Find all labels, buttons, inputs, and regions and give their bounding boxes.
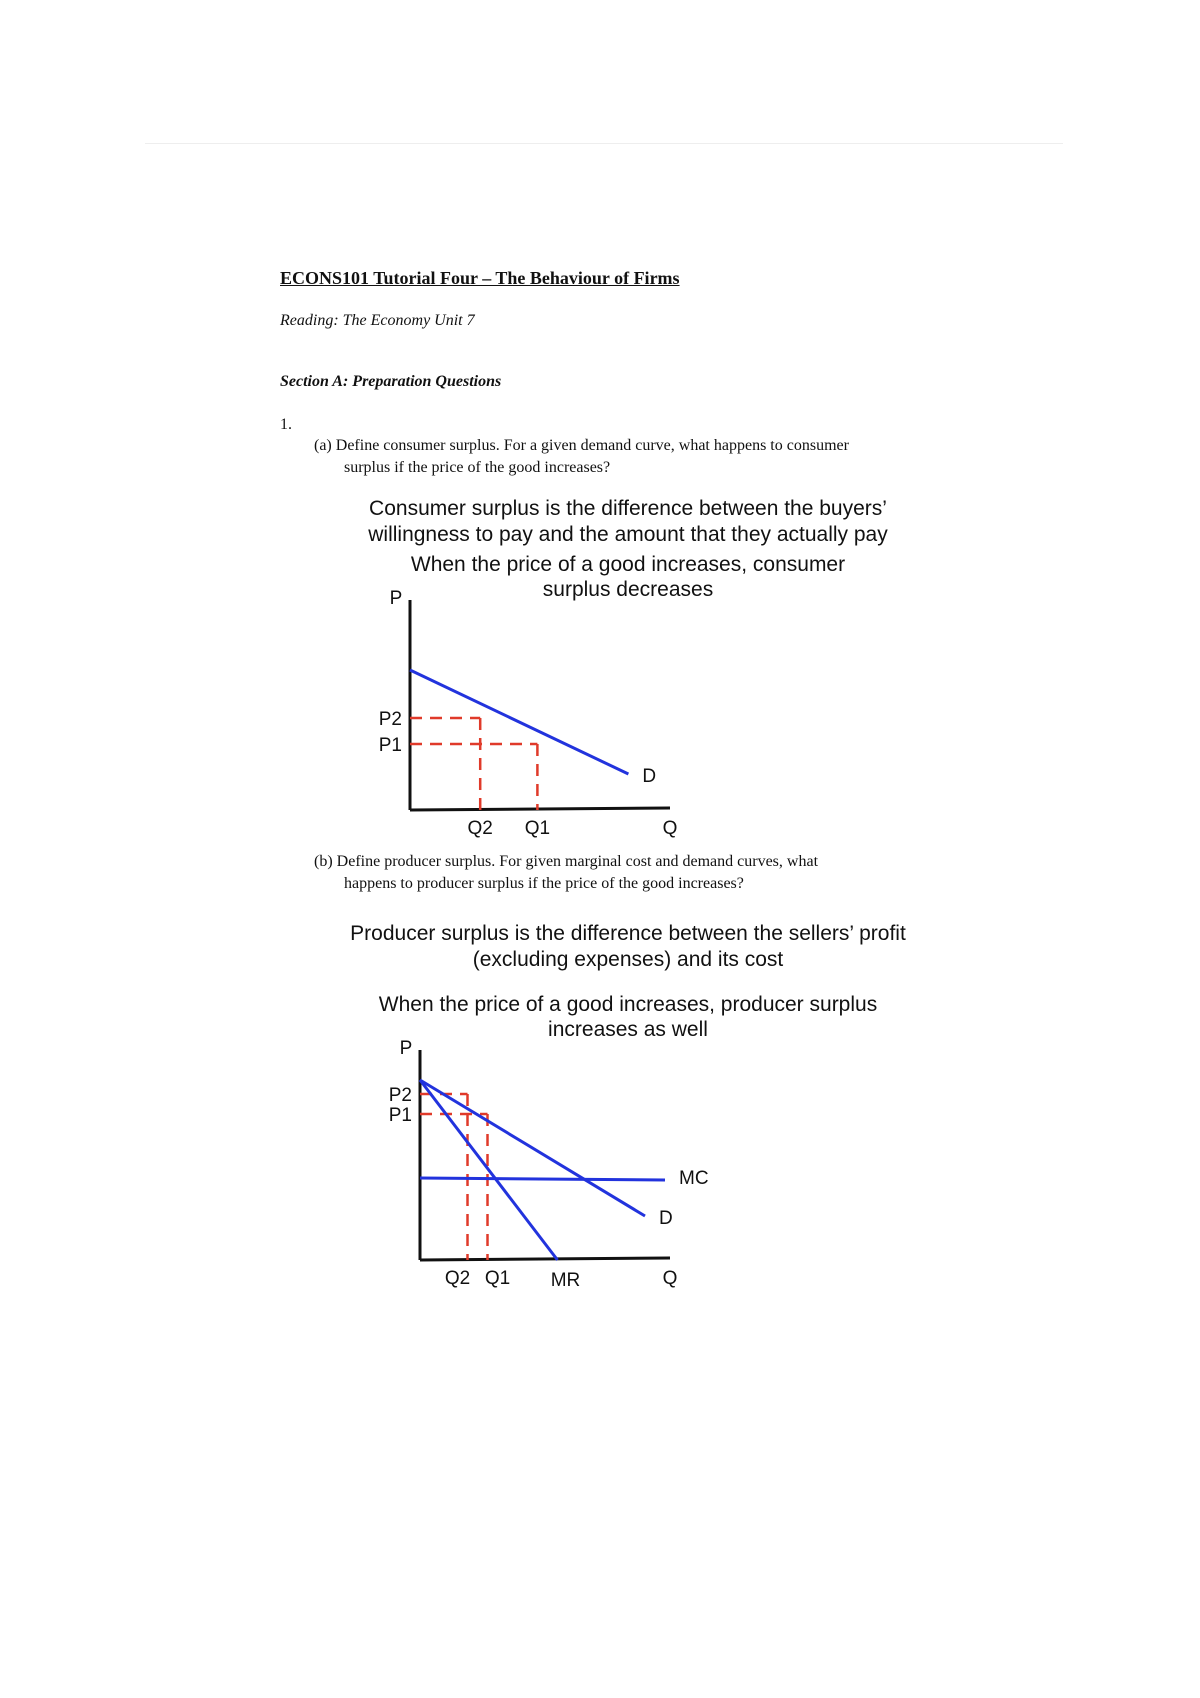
chart-a-x-axis-label: Q [662,818,678,839]
part-a-answer-line-1: Consumer surplus is the difference between the buyers’ [369,497,887,520]
part-a-question-line-2: surplus if the price of the good increases? [344,459,611,476]
chart-b-x-axis [420,1258,670,1260]
part-b-answer-line-1: Producer surplus is the difference between the sellers’ profit [350,922,906,945]
producer-surplus-chart [370,1038,709,1300]
chart-a-series-d [410,670,628,774]
chart-a-price-label-p2: P2 [378,709,402,730]
part-b-answer-line-3: When the price of a good increases, producer surplus [378,993,878,1016]
part-b-question-line-2: happens to producer surplus if the price of the good increases? [344,875,744,892]
chart-b-y-axis-label: P [399,1038,413,1059]
chart-b-series-label-mr: MR [550,1270,581,1291]
question-number: 1. [280,416,292,433]
chart-a-price-label-p1: P1 [378,735,402,756]
chart-b-series-mc [420,1178,665,1180]
chart-a-quantity-label-q2: Q2 [467,818,493,839]
chart-a-quantity-label-q1: Q1 [524,818,551,839]
part-a-answer-line-2: willingness to pay and the amount that they actually pay [368,523,888,546]
part-b-question-line-1: (b) Define producer surplus. For given marginal cost and demand curves, what [314,853,819,870]
part-b-answer-line-4: increases as well [548,1018,708,1041]
section-heading: Section A: Preparation Questions [280,373,502,390]
chart-b-series-label-d: D [659,1208,673,1229]
consumer-surplus-chart [360,590,690,850]
chart-a-series-label-d: D [642,766,657,787]
chart-b-series-label-mc: MC [679,1168,709,1189]
part-a-answer-line-4: surplus decreases [542,578,714,601]
page-top-rule [145,143,1063,144]
reading-reference: Reading: The Economy Unit 7 [280,312,475,329]
part-b-answer-line-2: (excluding expenses) and its cost [472,948,784,971]
chart-b-series-d [420,1080,645,1216]
chart-b-price-label-p1: P1 [388,1105,412,1126]
chart-b-quantity-label-q2: Q2 [444,1268,471,1289]
part-a-answer-line-3: When the price of a good increases, consumer [410,553,846,576]
chart-b-price-label-p2: P2 [388,1085,412,1106]
chart-b-x-axis-label: Q [662,1268,678,1289]
chart-a-x-axis [410,808,670,810]
document-title: ECONS101 Tutorial Four – The Behaviour of Firms [280,268,680,288]
chart-b-series-mr [420,1080,558,1260]
part-a-question-line-1: (a) Define consumer surplus. For a given demand curve, what happens to consumer [314,437,849,454]
chart-b-quantity-label-q1: Q1 [484,1268,511,1289]
chart-a-y-axis-label: P [389,588,403,609]
